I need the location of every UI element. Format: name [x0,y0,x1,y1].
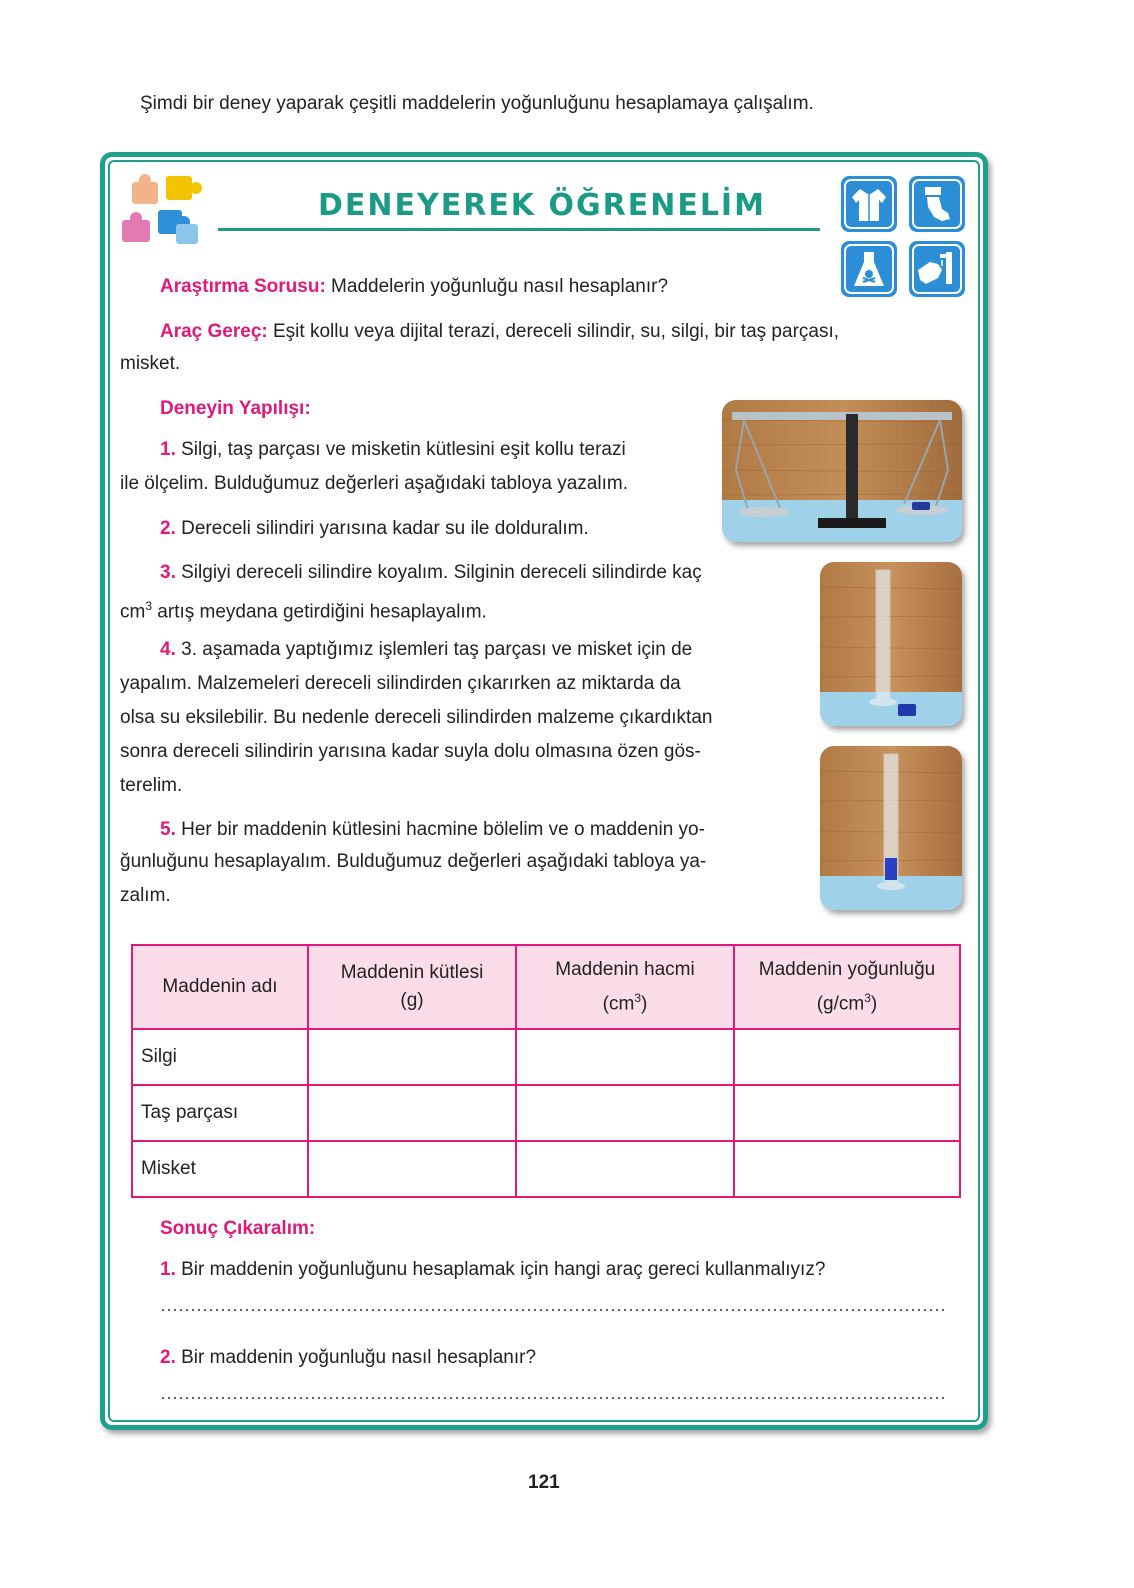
header-substance-name-text: Maddenin adı [162,976,278,997]
step-3 [160,556,702,590]
answer-line-2[interactable] [160,1396,948,1400]
step-4-number: 4. [160,639,176,660]
header-density-text: Maddenin yoğunluğu [758,958,936,980]
row-eraser-mass[interactable] [308,1029,516,1085]
question-1 [160,1253,825,1287]
question-2-number: 2. [160,1347,176,1368]
lab-coat-icon [840,175,898,233]
header-density-unit: (g/cm [816,993,865,1015]
page-number: 121 [528,1472,560,1493]
question-2 [160,1341,536,1375]
section-heading: DENEYEREK ÖĞRENELİM [318,188,766,223]
hand-wash-icon [908,240,966,298]
header-mass-unit: (g) [400,990,424,1011]
row-marble-mass[interactable] [308,1141,516,1197]
conclusion-label: Sonuç Çıkaralım: [160,1218,316,1239]
row-stone-volume[interactable] [516,1085,734,1141]
tools-line-1 [160,315,839,349]
step-3-unit-exponent: 3 [145,599,153,613]
tools-label: Araç Gereç: [160,321,268,342]
step-3-line-2-text: artış meydana getirdiğini hesaplayalım. [152,601,487,623]
row-eraser-volume[interactable] [516,1029,734,1085]
balance-scale-photo [722,400,962,542]
research-label: Araştırma Sorusu: [160,276,326,297]
header-volume-unit-exponent: 3 [634,990,641,1005]
step-2 [160,512,589,546]
step-5-line-3: zalım. [120,885,171,906]
row-stone-name: Taş parçası [132,1085,308,1141]
step-4 [160,633,692,667]
step-4-line-5: terelim. [120,775,183,796]
header-mass-text: Maddenin kütlesi [340,962,484,983]
header-mass [308,945,516,1029]
research-question [160,270,668,304]
question-2-text: Bir maddenin yoğunluğu nasıl hesaplanır? [175,1347,537,1368]
header-volume [516,945,734,1029]
table-row [132,1141,960,1197]
step-4-text: 3. aşamada yaptığımız işlemleri taş parçası ve misket için de [175,639,693,660]
puzzle-icon [114,172,214,252]
intro-text: Şimdi bir deney yaparak çeşitli maddelerin yoğunluğunu hesaplamaya çalışalım. [140,93,814,114]
step-4-line-3: olsa su eksilebilir. Bu nedenle dereceli silindirden malzeme çıkardıktan [120,707,713,728]
row-eraser-name: Silgi [132,1029,308,1085]
graduated-cylinder-water-photo [820,746,962,910]
header-substance-name [132,945,308,1029]
step-2-text: Dereceli silindiri yarısına kadar su ile dolduralım. [175,518,589,539]
toxic-flask-icon [840,240,898,298]
table-row [132,1085,960,1141]
header-density-unit-exponent: 3 [864,990,871,1005]
header-volume-text: Maddenin hacmi [555,958,695,980]
header-density-unit-close: ) [870,993,878,1015]
step-3-text: Silgiyi dereceli silindire koyalım. Silginin dereceli silindirde kaç [175,562,702,583]
heading-underline [218,228,820,231]
question-1-text: Bir maddenin yoğunluğunu hesaplamak için hangi araç gereci kullanmalıyız? [175,1259,826,1280]
step-1-number: 1. [160,439,176,460]
header-density [734,945,960,1029]
procedure-label: Deneyin Yapılışı: [160,398,311,419]
step-1-line-2: ile ölçelim. Bulduğumuz değerleri aşağıdaki tabloya yazalım. [120,473,628,494]
row-marble-density[interactable] [734,1141,960,1197]
table-row [132,1029,960,1085]
row-stone-mass[interactable] [308,1085,516,1141]
research-text: Maddelerin yoğunluğu nasıl hesaplanır? [325,276,669,297]
step-5-line-2: ğunluğunu hesaplayalım. Bulduğumuz değerleri aşağıdaki tabloya ya- [120,851,707,872]
step-3-line-2 [120,589,487,629]
step-5 [160,813,705,847]
step-3-unit: cm [120,601,146,623]
step-4-line-4: sonra dereceli silindirin yarısına kadar suyla dolu olmasına özen gös- [120,741,701,762]
row-marble-volume[interactable] [516,1141,734,1197]
step-5-text: Her bir maddenin kütlesini hacmine bölelim ve o maddenin yo- [175,819,705,840]
header-volume-unit: (cm [602,993,635,1015]
step-5-number: 5. [160,819,176,840]
step-2-number: 2. [160,518,176,539]
step-4-line-2: yapalım. Malzemeleri dereceli silindirden çıkarırken az miktarda da [120,673,681,694]
header-volume-unit-close: ) [641,993,648,1015]
answer-line-1[interactable] [160,1308,948,1312]
tools-line-2: misket. [120,353,181,374]
row-eraser-density[interactable] [734,1029,960,1085]
step-1-text: Silgi, taş parçası ve misketin kütlesini eşit kollu terazi [175,439,626,460]
row-stone-density[interactable] [734,1085,960,1141]
row-marble-name: Misket [132,1141,308,1197]
step-3-number: 3. [160,562,176,583]
question-1-number: 1. [160,1259,176,1280]
tools-text: Eşit kollu veya dijital terazi, dereceli silindir, su, silgi, bir taş parçası, [267,321,840,342]
table-header-row [132,945,960,1029]
step-1 [160,433,626,467]
graduated-cylinder-eraser-photo [820,562,962,726]
glove-icon [908,175,966,233]
density-table [131,944,961,1198]
